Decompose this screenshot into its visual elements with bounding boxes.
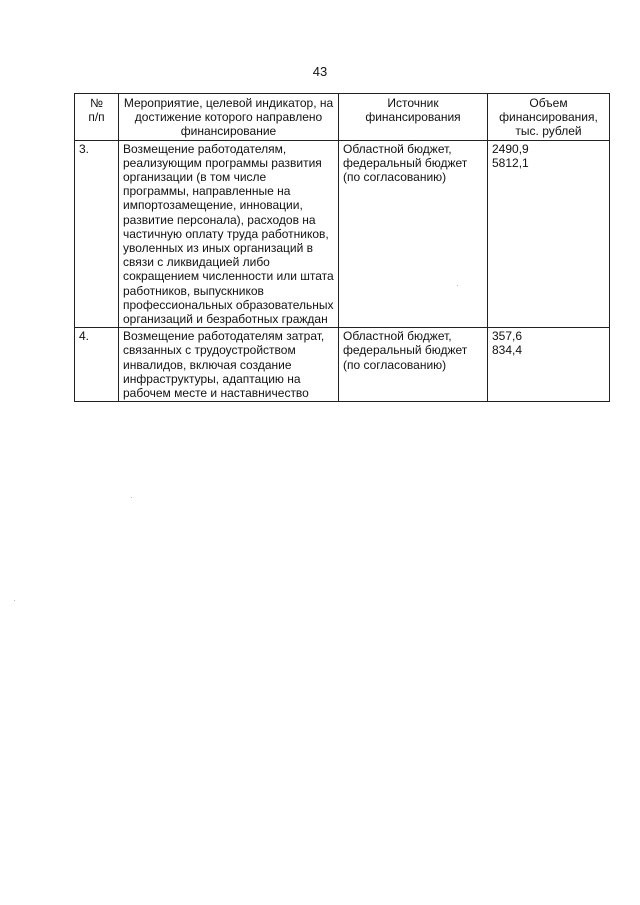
row-measure: Возмещение работодателям, реализующим программы развития организации (в том числе программы, направленные на импортозамещение, инновации, развитие персонала), расходов на частичную оплату труда работников, уволенных из иных организаций в связи с ликвидацией либо сокращением численности или штата работников, выпускников профессиональных образовательных организаций и безработных граждан (119, 140, 339, 328)
row-amount (488, 328, 610, 402)
amount-value: 357,6 (492, 329, 523, 344)
row-number: 3. (75, 140, 119, 328)
row-amount (488, 140, 610, 328)
scan-speck (457, 285, 458, 286)
amount-value: 2490,9 (492, 141, 529, 156)
amount-value: 834,4 (492, 343, 523, 358)
amount-value: 5812,1 (492, 155, 529, 170)
row-number: 4. (75, 328, 119, 402)
header-source: Источник финансирования (339, 94, 488, 141)
table-row (75, 328, 610, 402)
row-measure: Возмещение работодателям затрат, связанных с трудоустройством инвалидов, включая создание инфраструктуры, адаптацию на рабочем месте и наставничество (119, 328, 339, 402)
scan-speck (14, 600, 15, 601)
row-source: Областной бюджет, федеральный бюджет (по согласованию) (339, 140, 488, 328)
header-amount: Объем финансирования, тыс. рублей (488, 94, 610, 141)
header-num: № п/п (75, 94, 119, 141)
funding-table (74, 93, 610, 402)
table-row (75, 140, 610, 328)
row-source: Областной бюджет, федеральный бюджет (по согласованию) (339, 328, 488, 402)
table-header-row (75, 94, 610, 141)
header-measure: Мероприятие, целевой индикатор, на достижение которого направлено финансирование (119, 94, 339, 141)
scan-speck (131, 497, 132, 498)
page-number: 43 (312, 64, 328, 79)
